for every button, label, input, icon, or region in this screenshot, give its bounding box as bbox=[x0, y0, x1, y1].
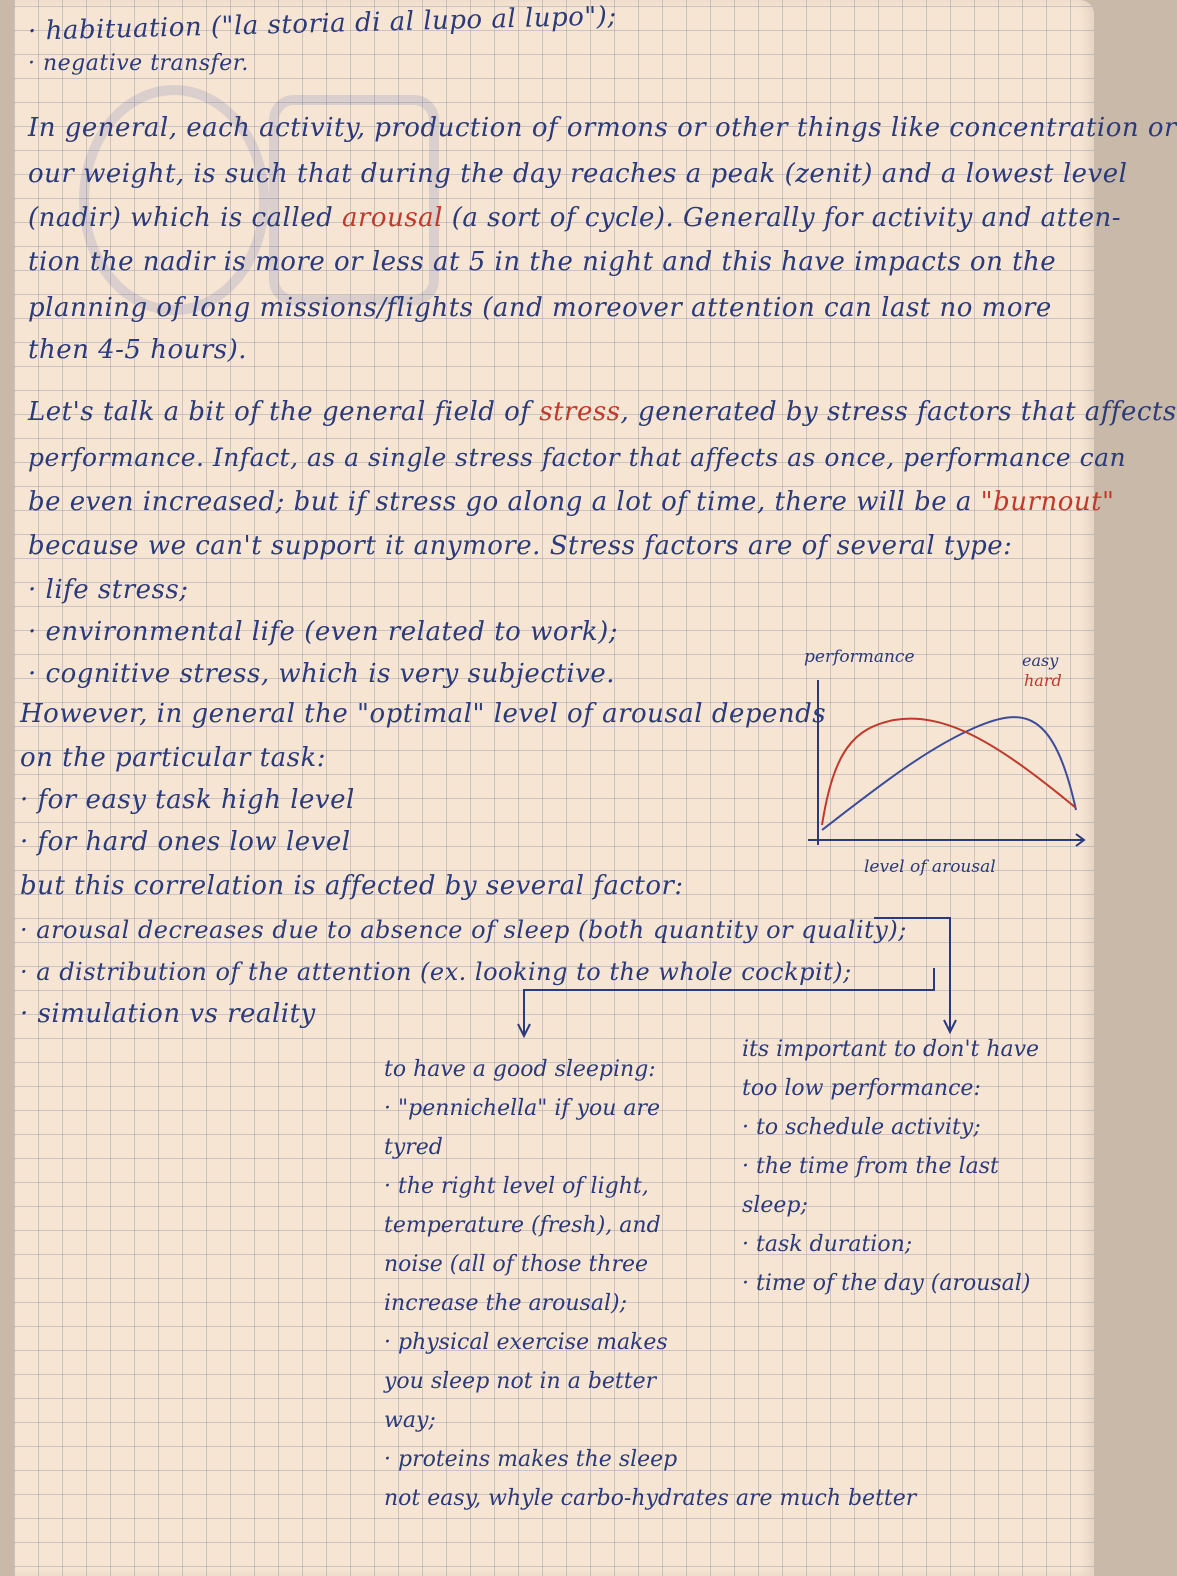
note-line: planning of long missions/flights (and moreover attention can last no more bbox=[28, 293, 1052, 323]
highlight-arousal: arousal bbox=[341, 203, 443, 233]
list-item: · task duration; bbox=[742, 1232, 913, 1257]
list-item: · to schedule activity; bbox=[742, 1115, 981, 1140]
series-hard-curve bbox=[822, 719, 1076, 825]
list-item: · proteins makes the sleep bbox=[384, 1447, 678, 1472]
note-line: performance. Infact, as a single stress factor that affects as once, performance can bbox=[28, 443, 1127, 472]
performance-list bbox=[742, 1030, 1039, 1303]
note-text: Let's talk a bit of the general field of bbox=[28, 397, 531, 427]
note-line: on the particular task: bbox=[20, 743, 326, 773]
list-item: · cognitive stress, which is very subjective. bbox=[28, 659, 615, 689]
list-item: · "pennichella" if you are bbox=[384, 1096, 661, 1121]
list-item: · arousal decreases due to absence of sleep (both quantity or quality); bbox=[20, 916, 907, 944]
list-item: · for easy task high level bbox=[20, 785, 355, 815]
list-item: you sleep not in a better bbox=[384, 1369, 657, 1394]
y-axis-label: performance bbox=[804, 647, 915, 667]
list-item: · simulation vs reality bbox=[20, 999, 316, 1029]
note-line: In general, each activity, production of ormons or other things like concentration or bbox=[28, 113, 1177, 143]
list-item: increase the arousal); bbox=[384, 1291, 627, 1316]
note-line: but this correlation is affected by several factor: bbox=[20, 871, 684, 901]
list-item: · physical exercise makes bbox=[384, 1330, 668, 1355]
note-line: However, in general the "optimal" level of arousal depends bbox=[20, 699, 827, 729]
list-item: way; bbox=[384, 1408, 436, 1433]
notebook-page bbox=[14, 0, 1177, 1576]
list-item: · life stress; bbox=[28, 575, 189, 605]
note-text: (a sort of cycle). Generally for activity and atten- bbox=[451, 203, 1121, 233]
note-text: (nadir) which is called bbox=[28, 203, 334, 233]
x-axis-label: level of arousal bbox=[864, 857, 996, 877]
note-line bbox=[28, 482, 1115, 522]
list-item: not easy, whyle carbo-hydrates are much better bbox=[384, 1486, 917, 1511]
highlight-stress: stress bbox=[539, 397, 621, 427]
list-item: temperature (fresh), and bbox=[384, 1213, 661, 1238]
note-line: then 4-5 hours). bbox=[28, 335, 248, 365]
arousal-performance-chart bbox=[794, 640, 1094, 880]
note-line bbox=[28, 392, 1177, 432]
note-text: , generated by stress factors that affects bbox=[620, 397, 1177, 427]
list-item: tyred bbox=[384, 1135, 443, 1160]
list-item: · the time from the last bbox=[742, 1154, 999, 1179]
list-item: sleep; bbox=[742, 1193, 808, 1218]
legend-easy: easy bbox=[1022, 651, 1059, 670]
list-item: · a distribution of the attention (ex. looking to the whole cockpit); bbox=[20, 958, 852, 986]
list-heading: to have a good sleeping: bbox=[384, 1057, 656, 1082]
list-item: · time of the day (arousal) bbox=[742, 1271, 1031, 1296]
highlight-burnout: "burnout" bbox=[980, 487, 1115, 517]
note-line: · negative transfer. bbox=[28, 51, 249, 76]
note-line: tion the nadir is more or less at 5 in the night and this have impacts on the bbox=[28, 247, 1057, 277]
list-item: noise (all of those three bbox=[384, 1252, 649, 1277]
list-item: · environmental life (even related to work); bbox=[28, 617, 619, 647]
note-line bbox=[28, 198, 1121, 238]
list-heading: too low performance: bbox=[742, 1076, 981, 1101]
list-item: · the right level of light, bbox=[384, 1174, 649, 1199]
connector-arrowhead bbox=[518, 1024, 530, 1036]
note-text: be even increased; but if stress go along a lot of time, there will be a bbox=[28, 487, 972, 517]
note-line: because we can't support it anymore. Stress factors are of several type: bbox=[28, 531, 1013, 561]
note-line: our weight, is such that during the day reaches a peak (zenit) and a lowest level bbox=[28, 159, 1128, 189]
list-item: · for hard ones low level bbox=[20, 827, 351, 857]
list-heading: its important to don't have bbox=[742, 1037, 1040, 1062]
note-line: · habituation ("la storia di al lupo al lupo"); bbox=[27, 1, 618, 47]
legend-hard: hard bbox=[1024, 671, 1062, 690]
